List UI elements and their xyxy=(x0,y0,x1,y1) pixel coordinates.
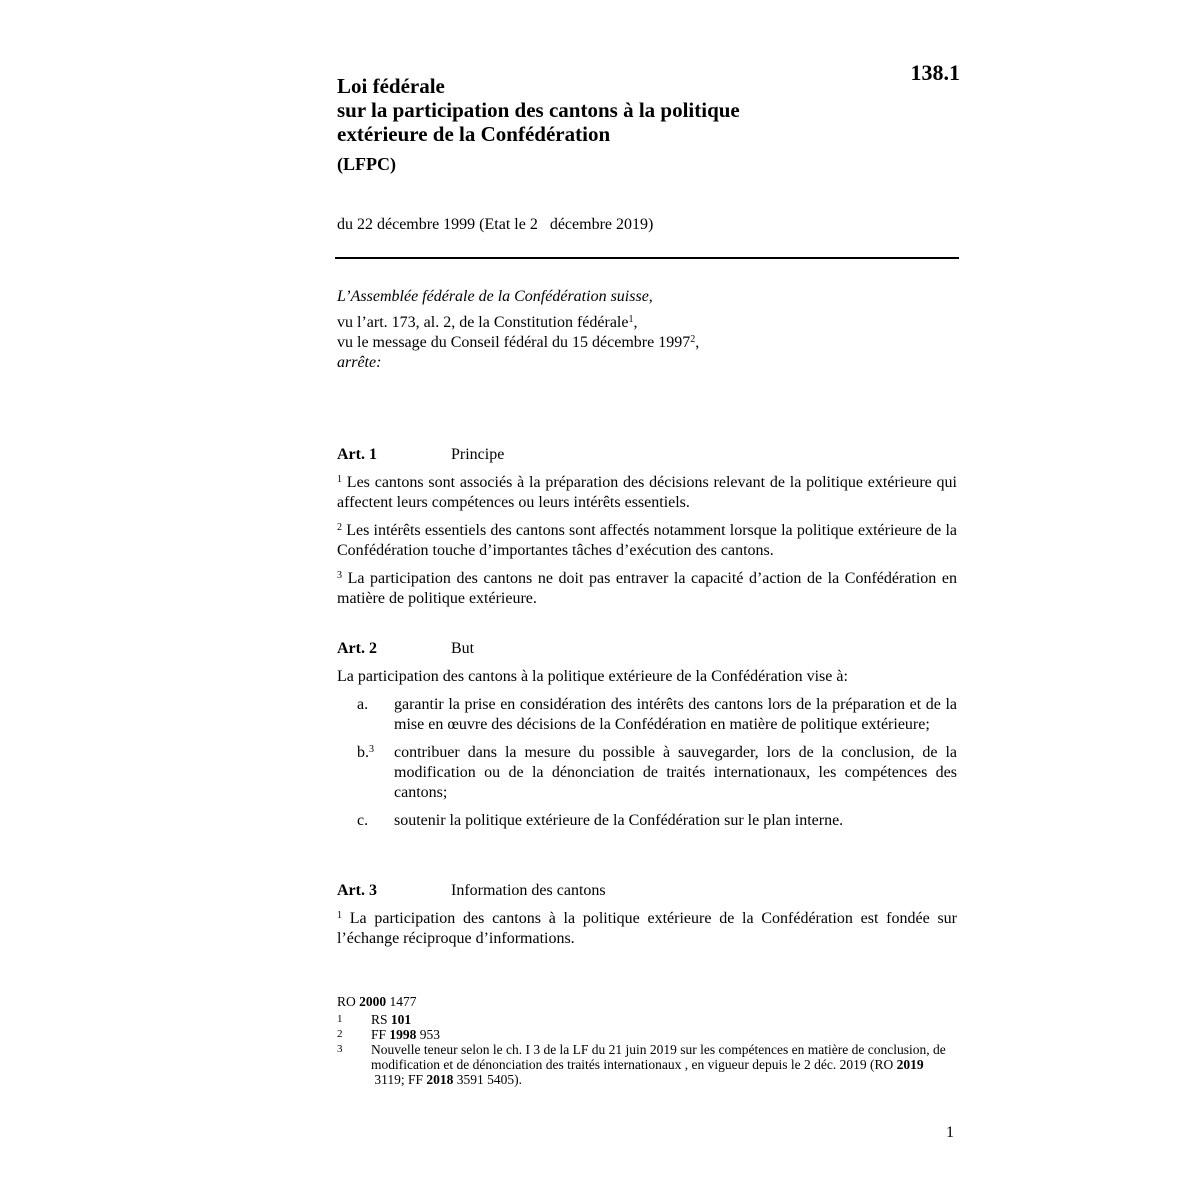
fn-pre: FF xyxy=(371,1027,390,1042)
paragraph-text: La participation des cantons ne doit pas entraver la capacité d’action de la Confédération en matière de politique extérieure. xyxy=(337,570,957,607)
article-heading xyxy=(337,881,957,901)
footnote xyxy=(337,1012,957,1027)
article-number: Art. 3 xyxy=(337,882,377,899)
paragraph-number: 1 xyxy=(337,474,342,485)
article-heading xyxy=(337,445,957,465)
footnote-ref[interactable]: 3 xyxy=(369,744,374,755)
preamble-line xyxy=(337,333,957,353)
article-paragraph xyxy=(337,569,957,609)
title-line: extérieure de la Confédération xyxy=(337,122,611,146)
ro-prefix: RO xyxy=(337,994,360,1009)
preamble-punct: , xyxy=(695,334,700,351)
paragraph-text: La participation des cantons à la politique extérieure de la Confédération est fondée sur l’échange réciproque d’informations. xyxy=(337,910,957,947)
footnote xyxy=(337,1042,957,1087)
footnote-number: 1 xyxy=(337,1013,343,1025)
list-letter-text: a. xyxy=(357,696,369,713)
preamble-text: vu le message du Conseil fédéral du 15 décembre 1997 xyxy=(337,334,691,351)
paragraph-text: Les intérêts essentiels des cantons sont affectés notamment lorsque la politique extérieure de la Confédération touche d’importantes tâches d’exécution des cantons. xyxy=(337,522,957,559)
fn-bold: 2019 xyxy=(896,1057,924,1072)
paragraph-number: 3 xyxy=(337,570,342,581)
list-text: soutenir la politique extérieure de la Confédération sur le plan interne. xyxy=(394,812,844,829)
header-divider xyxy=(335,257,959,259)
footnote-number: 3 xyxy=(337,1043,343,1055)
article-number: Art. 1 xyxy=(337,446,377,463)
page-number: 1 xyxy=(946,1124,954,1141)
fn-text-b: 3119; FF xyxy=(371,1072,427,1087)
title-line: Loi fédérale xyxy=(337,74,445,98)
preamble-punct: , xyxy=(633,314,638,331)
list-letter xyxy=(337,743,394,803)
article-paragraph xyxy=(337,473,957,513)
systematic-number: 138.1 xyxy=(910,60,960,85)
law-title xyxy=(337,74,937,176)
article-intro: La participation des cantons à la politique extérieure de la Confédération vise à: xyxy=(337,668,848,685)
ro-page: 1477 xyxy=(386,994,417,1009)
preamble-authority: L’Assemblée fédérale de la Confédération suisse, xyxy=(337,288,653,305)
list-letter-text: c. xyxy=(357,812,369,829)
list-item xyxy=(337,743,957,803)
title-line: sur la participation des cantons à la politique xyxy=(337,98,740,122)
fn-post: 953 xyxy=(416,1027,441,1042)
list-letter-text: b. xyxy=(357,744,369,761)
footnote-text xyxy=(371,1042,957,1087)
paragraph-text: Les cantons sont associés à la préparation des décisions relevant de la politique extérieure qui affectent leurs compétences ou leurs intérêts essentiels. xyxy=(337,474,957,511)
fn-text-a: Nouvelle teneur selon le ch. I 3 de la LF du 21 juin 2019 sur les compétences en matière de conclusion, de modification et de dénonciation des traités internationaux , en vigueur depuis le 2 déc. 2019 (RO xyxy=(371,1042,946,1072)
list-letter xyxy=(337,695,394,735)
list-text: garantir la prise en considération des intérêts des cantons lors de la préparation et de la mise en œuvre des décisions de la Confédération en matière de politique extérieure; xyxy=(394,696,957,733)
list-item xyxy=(337,811,957,831)
footnote-text xyxy=(371,1027,957,1042)
list-item xyxy=(337,695,957,735)
preamble-decree: arrête: xyxy=(337,354,382,371)
preamble-text: vu l’art. 173, al. 2, de la Constitution fédérale xyxy=(337,314,629,331)
fn-pre: RS xyxy=(371,1012,391,1027)
date-line: du 22 décembre 1999 (Etat le 2 décembre 2019) xyxy=(337,216,654,233)
footnote-text xyxy=(371,1012,957,1027)
list-letter xyxy=(337,811,394,831)
preamble-line xyxy=(337,313,957,333)
fn-text-c: 3591 5405). xyxy=(453,1072,523,1087)
article-1 xyxy=(337,445,957,617)
paragraph-number: 1 xyxy=(337,910,342,921)
article-title: Information des cantons xyxy=(451,882,606,899)
article-3 xyxy=(337,881,957,957)
law-abbreviation: (LFPC) xyxy=(337,154,396,174)
article-title: Principe xyxy=(451,446,505,463)
ro-reference xyxy=(337,994,957,1009)
article-heading xyxy=(337,639,957,659)
footnote-ref[interactable]: 2 xyxy=(690,334,696,345)
footnote xyxy=(337,1027,957,1042)
fn-bold: 101 xyxy=(390,1012,412,1027)
article-paragraph xyxy=(337,909,957,949)
article-paragraph xyxy=(337,521,957,561)
article-2 xyxy=(337,639,957,839)
ro-year: 2000 xyxy=(359,994,387,1009)
footnote-number: 2 xyxy=(337,1028,343,1040)
fn-bold: 2018 xyxy=(426,1072,454,1087)
footnotes xyxy=(337,994,957,1087)
article-title: But xyxy=(451,640,475,657)
fn-bold: 1998 xyxy=(389,1027,417,1042)
footnote-ref[interactable]: 1 xyxy=(628,314,634,325)
article-number: Art. 2 xyxy=(337,640,377,657)
preamble xyxy=(337,287,957,373)
paragraph-number: 2 xyxy=(337,522,342,533)
list-text: contribuer dans la mesure du possible à sauvegarder, lors de la conclusion, de la modification ou de la dénonciation de traités internationaux, les compétences des cantons; xyxy=(394,744,957,801)
